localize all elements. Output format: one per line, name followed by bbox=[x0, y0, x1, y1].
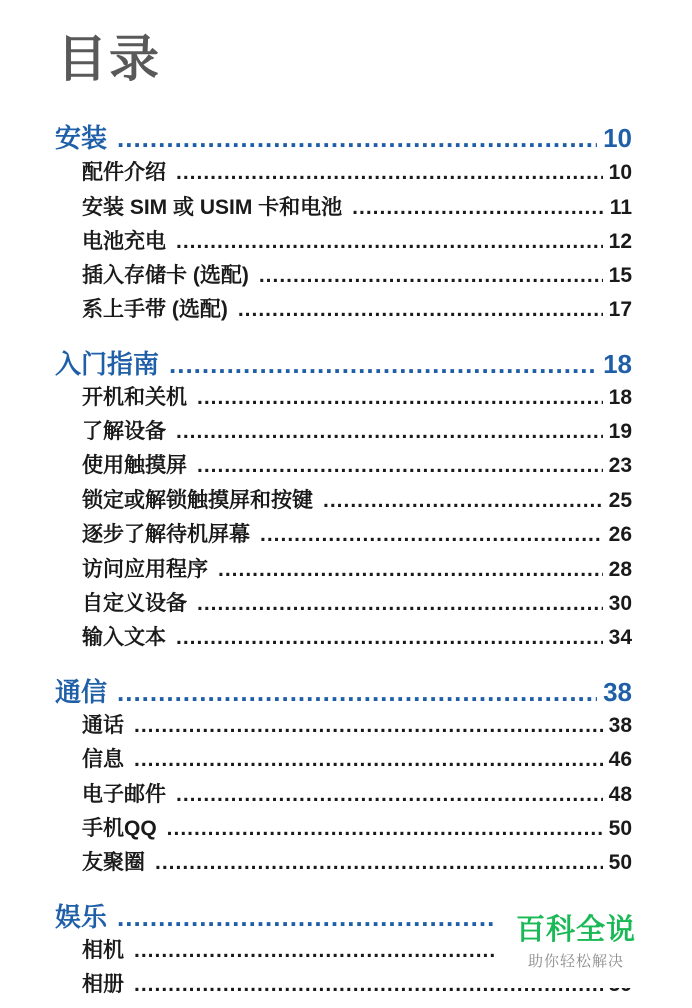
item-label: 信息 bbox=[82, 748, 124, 771]
dot-leader bbox=[176, 783, 603, 807]
item-page-number: 38 bbox=[608, 714, 632, 737]
toc-item[interactable] bbox=[82, 293, 632, 323]
dot-leader bbox=[260, 523, 603, 547]
item-label: 逐步了解待机屏幕 bbox=[82, 523, 250, 546]
toc-item[interactable] bbox=[82, 518, 632, 548]
item-page-number: 11 bbox=[609, 196, 632, 219]
toc-item[interactable] bbox=[82, 484, 632, 514]
item-label: 友聚圈 bbox=[82, 851, 145, 874]
dot-leader bbox=[155, 851, 603, 875]
toc-item[interactable] bbox=[82, 778, 632, 808]
toc-item[interactable] bbox=[82, 709, 632, 739]
toc-item[interactable] bbox=[82, 743, 632, 773]
toc-item[interactable] bbox=[82, 225, 632, 255]
dot-leader bbox=[352, 196, 604, 220]
item-page-number: 28 bbox=[608, 558, 632, 581]
watermark-subtitle: 助你轻松解决 bbox=[527, 951, 624, 970]
item-label: 开机和关机 bbox=[82, 386, 187, 409]
item-label: 配件介绍 bbox=[82, 161, 166, 184]
item-label: 相册 bbox=[82, 973, 124, 996]
item-page-number: 50 bbox=[608, 817, 632, 840]
dot-leader bbox=[176, 626, 603, 650]
item-label: 安装 SIM 或 USIM 卡和电池 bbox=[82, 196, 343, 219]
item-page-number: 50 bbox=[608, 851, 632, 874]
section-label: 安装 bbox=[55, 123, 108, 153]
toc-item[interactable] bbox=[82, 156, 632, 186]
section-label: 通信 bbox=[55, 677, 108, 707]
item-label: 锁定或解锁触摸屏和按键 bbox=[82, 489, 313, 512]
toc-item[interactable] bbox=[82, 449, 632, 479]
item-page-number: 30 bbox=[608, 592, 632, 615]
dot-leader bbox=[323, 489, 603, 513]
toc-item[interactable] bbox=[82, 621, 632, 651]
item-label: 访问应用程序 bbox=[82, 558, 208, 581]
item-page-number: 25 bbox=[608, 489, 632, 512]
item-label: 系上手带 (选配) bbox=[82, 298, 228, 321]
dot-leader bbox=[117, 677, 597, 708]
section-label: 娱乐 bbox=[55, 902, 108, 932]
toc-section-communication[interactable] bbox=[55, 672, 632, 706]
toc-item[interactable] bbox=[82, 812, 632, 842]
dot-leader bbox=[134, 748, 603, 772]
watermark-title: 百科全说 bbox=[515, 912, 636, 946]
item-page-number: 10 bbox=[608, 161, 632, 184]
toc-section-getting-started[interactable] bbox=[55, 344, 632, 378]
item-label: 电子邮件 bbox=[82, 783, 166, 806]
item-page-number: 48 bbox=[608, 783, 632, 806]
toc-item[interactable] bbox=[82, 259, 632, 289]
dot-leader bbox=[169, 349, 597, 380]
item-page-number: 19 bbox=[608, 420, 632, 443]
item-label: 了解设备 bbox=[82, 420, 166, 443]
dot-leader bbox=[197, 592, 603, 616]
item-page-number: 23 bbox=[608, 454, 632, 477]
section-page-number: 18 bbox=[603, 349, 632, 379]
dot-leader bbox=[218, 558, 603, 582]
item-label: 电池充电 bbox=[82, 230, 166, 253]
item-page-number: 34 bbox=[608, 626, 632, 649]
item-page-number: 12 bbox=[608, 230, 632, 253]
dot-leader bbox=[176, 161, 603, 185]
item-page-number: 46 bbox=[608, 748, 632, 771]
dot-leader bbox=[197, 454, 603, 478]
item-page-number: 18 bbox=[608, 386, 632, 409]
toc-section-install[interactable] bbox=[55, 118, 632, 152]
item-label: 使用触摸屏 bbox=[82, 454, 187, 477]
dot-leader bbox=[167, 817, 603, 841]
item-label: 相机 bbox=[82, 939, 124, 962]
toc-item[interactable] bbox=[82, 587, 632, 617]
toc-item[interactable] bbox=[82, 553, 632, 583]
dot-leader bbox=[176, 230, 603, 254]
item-page-number: 15 bbox=[608, 264, 632, 287]
section-page-number: 38 bbox=[603, 677, 632, 707]
item-page-number: 17 bbox=[608, 298, 632, 321]
toc-item[interactable] bbox=[82, 191, 632, 221]
dot-leader bbox=[134, 714, 603, 738]
item-label: 通话 bbox=[82, 714, 124, 737]
toc-item[interactable] bbox=[82, 415, 632, 445]
toc-item[interactable] bbox=[82, 846, 632, 876]
page-title: 目录 bbox=[57, 31, 161, 87]
dot-leader bbox=[238, 298, 603, 322]
dot-leader bbox=[176, 420, 603, 444]
section-label: 入门指南 bbox=[55, 349, 160, 379]
dot-leader bbox=[117, 123, 597, 154]
item-page-number: 26 bbox=[608, 523, 632, 546]
dot-leader bbox=[259, 264, 603, 288]
watermark bbox=[506, 914, 646, 971]
dot-leader bbox=[197, 386, 603, 410]
section-page-number: 10 bbox=[603, 123, 632, 153]
item-label: 自定义设备 bbox=[82, 592, 187, 615]
toc-item[interactable] bbox=[82, 381, 632, 411]
item-label: 插入存储卡 (选配) bbox=[82, 264, 249, 287]
item-label: 输入文本 bbox=[82, 626, 166, 649]
item-label: 手机QQ bbox=[82, 817, 157, 840]
